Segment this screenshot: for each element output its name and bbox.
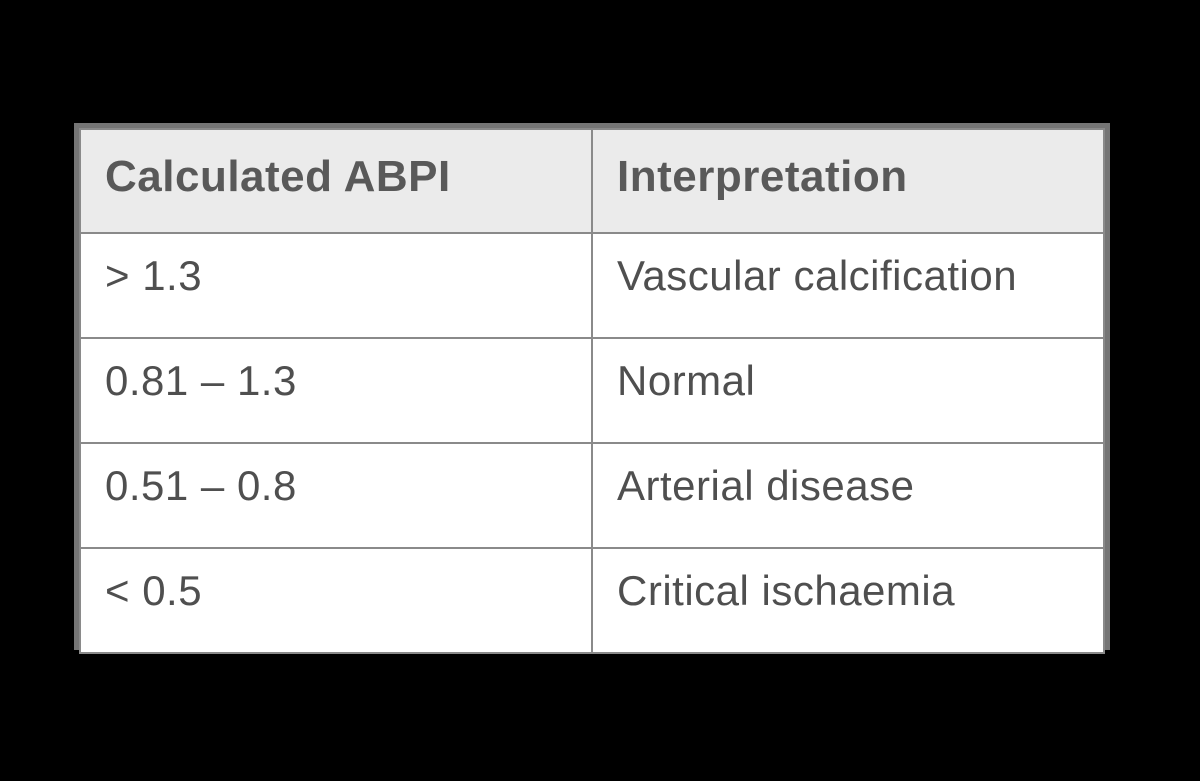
interpretation-cell: Arterial disease bbox=[592, 443, 1104, 548]
table-row bbox=[80, 443, 1104, 548]
table-row bbox=[80, 548, 1104, 653]
header-row bbox=[80, 129, 1104, 233]
table-row bbox=[80, 338, 1104, 443]
abpi-table bbox=[79, 128, 1105, 654]
interpretation-cell: Critical ischaemia bbox=[592, 548, 1104, 653]
abpi-value-cell: > 1.3 bbox=[80, 233, 592, 338]
header-cell-interpretation: Interpretation bbox=[592, 129, 1104, 233]
abpi-value-cell: 0.51 – 0.8 bbox=[80, 443, 592, 548]
table-row bbox=[80, 233, 1104, 338]
table-header bbox=[80, 129, 1104, 233]
interpretation-cell: Vascular calcification bbox=[592, 233, 1104, 338]
header-cell-calculated-abpi: Calculated ABPI bbox=[80, 129, 592, 233]
abpi-table-container bbox=[74, 123, 1110, 650]
table-body bbox=[80, 233, 1104, 653]
interpretation-cell: Normal bbox=[592, 338, 1104, 443]
abpi-value-cell: 0.81 – 1.3 bbox=[80, 338, 592, 443]
abpi-value-cell: < 0.5 bbox=[80, 548, 592, 653]
